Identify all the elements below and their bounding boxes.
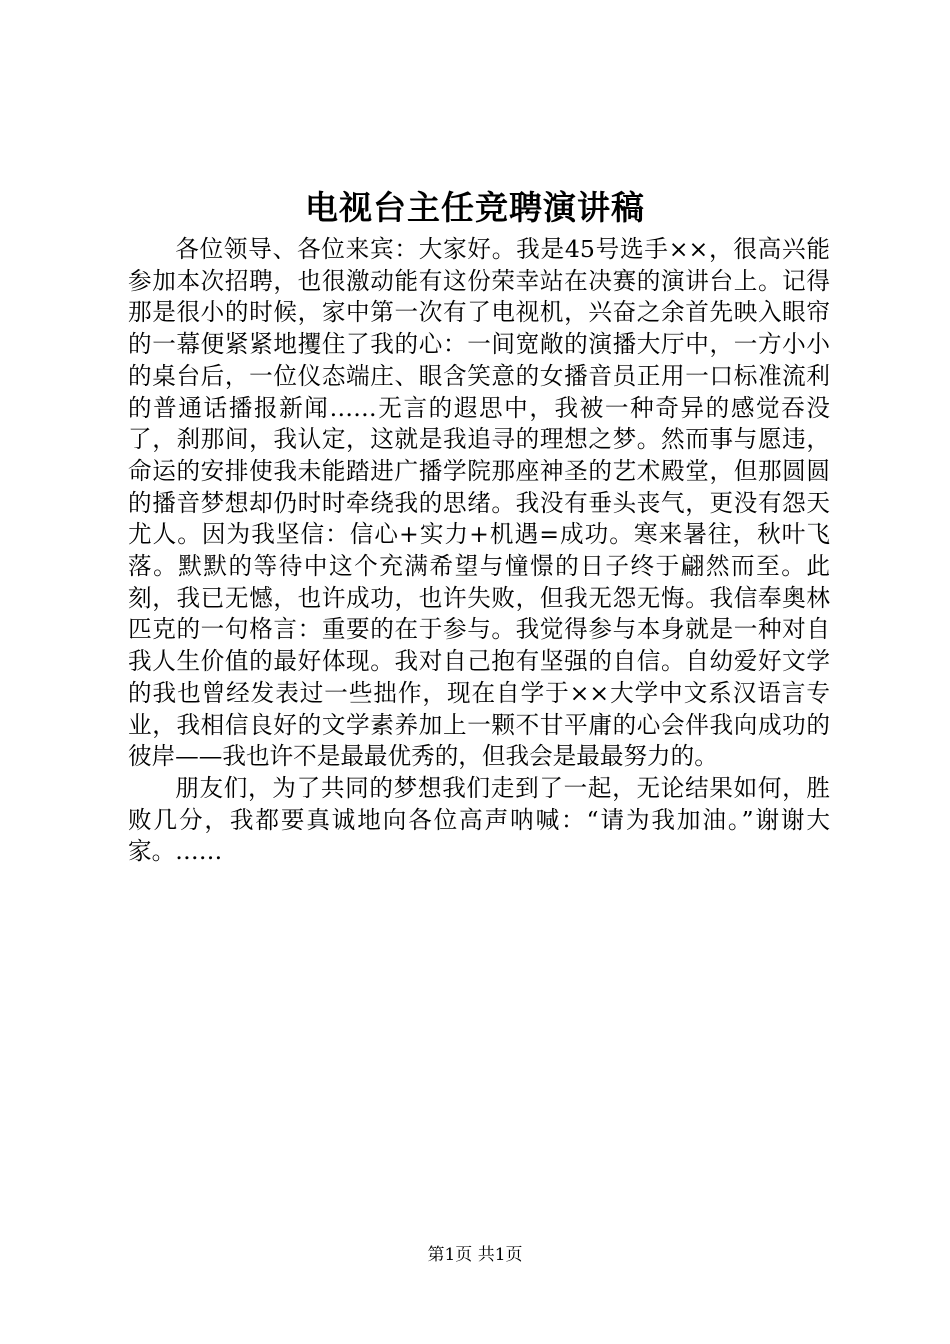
- document-title: 电视台主任竞聘演讲稿: [305, 188, 645, 227]
- paragraph-2: 朋友们，为了共同的梦想我们走到了一起，无论结果如何，胜败几分，我都要真诚地向各位高声呐喊：“请为我加油。”谢谢大家。……: [128, 773, 830, 866]
- document-body: [128, 234, 830, 868]
- page-footer: 第1页 共1页: [427, 1245, 523, 1265]
- paragraph-1: 各位领导、各位来宾：大家好。我是45号选手××，很高兴能参加本次招聘，也很激动能有这份荣幸站在决赛的演讲台上。记得那是很小的时候，家中第一次有了电视机，兴奋之余首先映入眼帘的一幕便紧紧地攫住了我的心：一间宽敞的演播大厅中，一方小小的桌台后，一位仪态端庄、眼含笑意的女播音员正用一口标准流利的普通话播报新闻……无言的遐思中，我被一种奇异的感觉吞没了，刹那间，我认定，这就是我追寻的理想之梦。然而事与愿违，命运的安排使我未能踏进广播学院那座神圣的艺术殿堂，但那圆圆的播音梦想却仍时时牵绕我的思绪。我没有垂头丧气，更没有怨天尤人。因为我坚信：信心+实力+机遇=成功。寒来暑往，秋叶飞落。默默的等待中这个充满希望与憧憬的日子终于翩然而至。此刻，我已无憾，也许成功，也许失败，但我无怨无悔。我信奉奥林匹克的一句格言：重要的在于参与。我觉得参与本身就是一种对自我人生价值的最好体现。我对自己抱有坚强的自信。自幼爱好文学的我也曾经发表过一些拙作，现在自学于××大学中文系汉语言专业，我相信良好的文学素养加上一颗不甘平庸的心会伴我向成功的彼岸——我也许不是最最优秀的，但我会是最最努力的。: [128, 235, 830, 771]
